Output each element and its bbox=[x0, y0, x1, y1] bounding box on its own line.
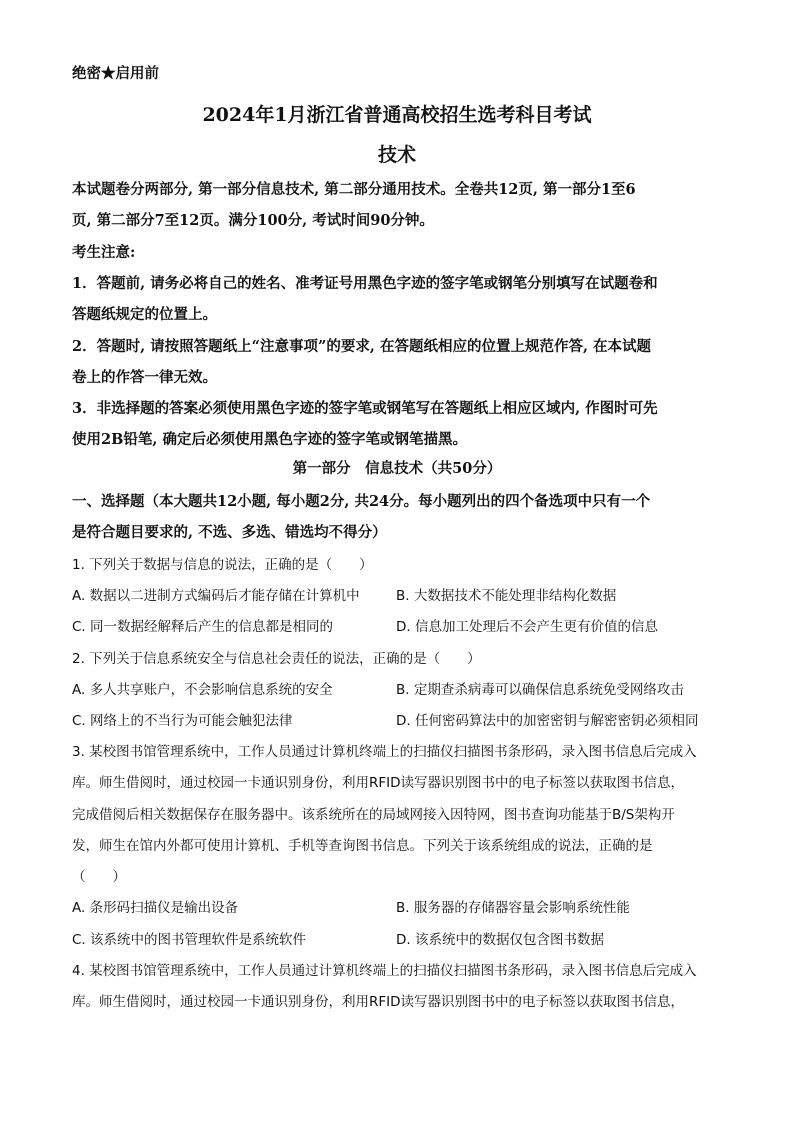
question-2-option-d: D. 任何密码算法中的加密密钥与解密密钥必须相同 bbox=[396, 713, 699, 729]
question-3-stem-line-4: 发，师生在馆内外都可使用计算机、手机等查询图书信息。下列关于该系统组成的说法，正确的是 bbox=[72, 838, 653, 854]
question-3-option-b: B. 服务器的存储器容量会影响系统性能 bbox=[396, 900, 630, 916]
notice-1-line-2: 答题纸规定的位置上。 bbox=[72, 306, 217, 323]
question-3-option-a: A. 条形码扫描仪是输出设备 bbox=[72, 900, 239, 916]
subject-title: 技术 bbox=[377, 144, 416, 166]
question-1-option-a: A. 数据以二进制方式编码后才能存储在计算机中 bbox=[72, 588, 360, 604]
notice-title: 考生注意: bbox=[72, 244, 136, 261]
question-1-option-b: B. 大数据技术不能处理非结构化数据 bbox=[396, 588, 617, 604]
confidential-label: 绝密★启用前 bbox=[72, 65, 159, 82]
notice-3-line-2: 使用2B铅笔, 确定后必须使用黑色字迹的签字笔或钢笔描黑。 bbox=[72, 431, 467, 448]
question-3-stem-line-5: （ ） bbox=[72, 869, 126, 885]
intro-line-2: 页, 第二部分7至12页。满分100分, 考试时间90分钟。 bbox=[72, 212, 434, 229]
question-3-stem-line-2: 库。师生借阅时，通过校园一卡通识别身份，利用RFID读写器识别图书中的电子标签以获取图书信息， bbox=[72, 775, 685, 791]
question-3-stem-line-3: 完成借阅后相关数据保存在服务器中。该系统所在的局域网接入因特网，图书查询功能基于B/S架构开 bbox=[72, 807, 675, 823]
question-2-option-b: B. 定期查杀病毒可以确保信息系统免受网络攻击 bbox=[396, 682, 684, 698]
question-2-option-c: C. 网络上的不当行为可能会触犯法律 bbox=[72, 713, 293, 729]
intro-line-1: 本试题卷分两部分, 第一部分信息技术, 第二部分通用技术。全卷共12页, 第一部分1至6 bbox=[72, 181, 636, 198]
question-2-stem: 2. 下列关于信息系统安全与信息社会责任的说法，正确的是（ ） bbox=[72, 651, 481, 667]
question-4-stem-line-2: 库。师生借阅时，通过校园一卡通识别身份，利用RFID读写器识别图书中的电子标签以获取图书信息， bbox=[72, 994, 685, 1010]
part-1-title: 第一部分 信息技术（共50分） bbox=[292, 460, 502, 477]
mc-instructions-line-1: 一、选择题（本大题共12小题, 每小题2分, 共24分。每小题列出的四个备选项中只有一个 bbox=[72, 493, 651, 510]
notice-2-line-1: 2．答题时, 请按照答题纸上“注意事项”的要求, 在答题纸相应的位置上规范作答, 在本试题 bbox=[72, 338, 652, 355]
notice-1-line-1: 1．答题前, 请务必将自己的姓名、准考证号用黑色字迹的签字笔或钢笔分别填写在试题卷和 bbox=[72, 275, 658, 292]
notice-3-line-1: 3．非选择题的答案必须使用黑色字迹的签字笔或钢笔写在答题纸上相应区域内, 作图时可先 bbox=[72, 400, 658, 417]
question-1-option-c: C. 同一数据经解释后产生的信息都是相同的 bbox=[72, 619, 334, 635]
mc-instructions-line-2: 是符合题目要求的, 不选、多选、错选均不得分） bbox=[72, 524, 387, 541]
question-1-stem: 1. 下列关于数据与信息的说法，正确的是（ ） bbox=[72, 557, 373, 573]
question-1-option-d: D. 信息加工处理后不会产生更有价值的信息 bbox=[396, 619, 658, 635]
question-4-stem-line-1: 4. 某校图书馆管理系统中，工作人员通过计算机终端上的扫描仪扫描图书条形码，录入图书信息后完成入 bbox=[72, 963, 697, 979]
question-2-option-a: A. 多人共享账户，不会影响信息系统的安全 bbox=[72, 682, 333, 698]
question-3-option-c: C. 该系统中的图书管理软件是系统软件 bbox=[72, 932, 307, 948]
notice-2-line-2: 卷上的作答一律无效。 bbox=[72, 369, 217, 386]
question-3-option-d: D. 该系统中的数据仅包含图书数据 bbox=[396, 932, 604, 948]
question-3-stem-line-1: 3. 某校图书馆管理系统中，工作人员通过计算机终端上的扫描仪扫描图书条形码，录入图书信息后完成入 bbox=[72, 744, 697, 760]
exam-title: 2024年1月浙江省普通高校招生选考科目考试 bbox=[202, 104, 592, 126]
